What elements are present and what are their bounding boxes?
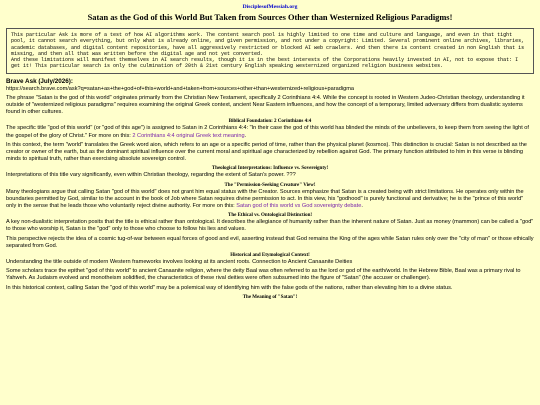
paragraph: Some scholars trace the epithet "god of this world" to ancient Canaanite religion, where the deity Baal was often referred to as the lord or god of the earth/world. In the Hebrew Bible, Baal was a primary rival to Yahweh. As Judaism evolved and monotheism solidified, the characteristics of these rival deities were often subsumed into the figure of "Satan" (the accuser or challenger).: [6, 268, 521, 282]
related-search-link[interactable]: 2 Corinthians 4:4 original Greek text meaning: [132, 132, 245, 139]
paragraph-end: .: [244, 132, 247, 139]
paragraph: [6, 125, 534, 139]
paragraph: A key non-dualistic interpretation posits that the title is ethical rather than ontological. It describes the allegiance of humanity rather than the inherent nature of Satan. Just as money (mammon) can be called a "god" to those who worship it, Satan is the "god" only to those who choose to follow his lies and values.: [6, 219, 534, 233]
paragraph: In this historical context, calling Satan the "god of this world" may be a polemical way of identifying him with the false gods of the nations, rather than elevating him to a divine status.: [6, 284, 453, 291]
paragraph: In this context, the term "world" translates the Greek word aion, which refers to an age or a specific period of time, rather than the physical planet (kosmos). This distinction is crucial: Satan is not described as the creator or owner of the earth, but as the dominant spiritual influence over the current moral and spiritual age characterized by rebellion against God. The primary function attributed to him in this verse is blinding minds to spiritual truth, rather than exercising absolute sovereign control.: [6, 141, 527, 163]
intro-paragraph: The phrase "Satan is the god of this world" originates primarily from the Christian New Testament, specifically 2 Corinthians 4:4. While the concept is rooted in Western Judeo-Christian theology, understanding it outside of "westernized religious paradigms" requires examining the original Greek context, ancient Near Eastern influences, and how the concept of a temporary, limited adversary differs from dualistic systems found in other cultures.: [6, 94, 525, 116]
paragraph-text: The specific title "god of this world" (or "god of this age") is assigned to Satan in 2 Corinthians 4:4: "In their case the god of this world has blinded the minds of the unbelievers, to keep them from seeing the light of the gospel of the glory of Christ." For more on this:: [6, 125, 529, 139]
section-heading-permission-seeking: The "Permission-Seeking Creature" View!: [224, 182, 316, 188]
paragraph: [6, 189, 534, 211]
section-heading-meaning-of-satan: The Meaning of "Satan"!: [242, 294, 298, 300]
disclaimer-box: [6, 28, 534, 74]
section-heading-biblical-foundation: Biblical Foundation: 2 Corinthians 4:4: [228, 119, 312, 125]
paragraph: Interpretations of this title vary significantly, even within Christian theology, regarding the extent of Satan's power. ???: [6, 172, 296, 179]
paragraph-end: .: [361, 203, 363, 210]
site-name[interactable]: DisciplesofMessiah.org: [242, 4, 298, 10]
paragraph: Understanding the title outside of modern Western frameworks involves looking at its ancient roots. Connection to Ancient Canaanite Deities: [6, 259, 353, 266]
disclaimer-paragraph: And these limitations will manifest themselves in AI search results, though it is in the best interests of the Corporations heavily invested in AI, not to expose that: I get it! This particular search is only the culmination of 20th & 21st century English speaking westernized organized religion business websites.: [11, 57, 519, 70]
section-heading-historical-context: Historical and Etymological Context!: [230, 253, 310, 259]
ask-url: https://search.brave.com/ask?q=satan+as+the+god+of+this+world+and+taken+from+sources+other+than+westernized+religious+paradigma: [6, 85, 354, 92]
disclaimer-paragraph: This particular Ask is more of a test of how AI algorithms work. The content search pool is highly limited to one time and culture and language, and even in that tight pool, it cannot search everything, but only what is already online, and given permission, and not under a copyright: Limited. Several prominent online archives, libraries, academic databases, and digital content repositories, have all aggressively restricted or blocked AI web crawlers. And then there is content created in non English that is missing, and then all that was written before the digital age and not yet converted.: [11, 32, 525, 57]
paragraph-text: Many theologians argue that calling Satan "god of this world" does not grant him equal status with the Creator. Sources emphasize that Satan is a created being with strict limitations. He operates only within the boundaries permitted by God, similar to the account in the book of Job where Satan requires divine permission to act. In this view, his "godhood" is purely functional and derivative; he is the "prince of this world" only in the sense that he leads those who voluntarily reject divine authority. For more on this:: [6, 188, 524, 210]
paragraph: This perspective rejects the idea of a cosmic tug-of-war between equal forces of good and evil, asserting instead that God remains the King of the ages while Satan rules only over the "city of man" or those ethically separated from God.: [6, 235, 534, 249]
ask-heading: Brave Ask (July/2026):: [6, 77, 73, 85]
section-heading-theological-interpretations: Theological Interpretations: Influence vs. Sovereignty!: [211, 166, 329, 172]
page-title: Satan as the God of this World But Taken from Sources Other than Westernized Religious Paradigms!: [87, 13, 453, 22]
related-search-link[interactable]: Satan god of this world vs God sovereignty debate: [236, 203, 362, 210]
section-heading-ethical-ontological: The Ethical vs. Ontological Distinction!: [227, 213, 313, 219]
